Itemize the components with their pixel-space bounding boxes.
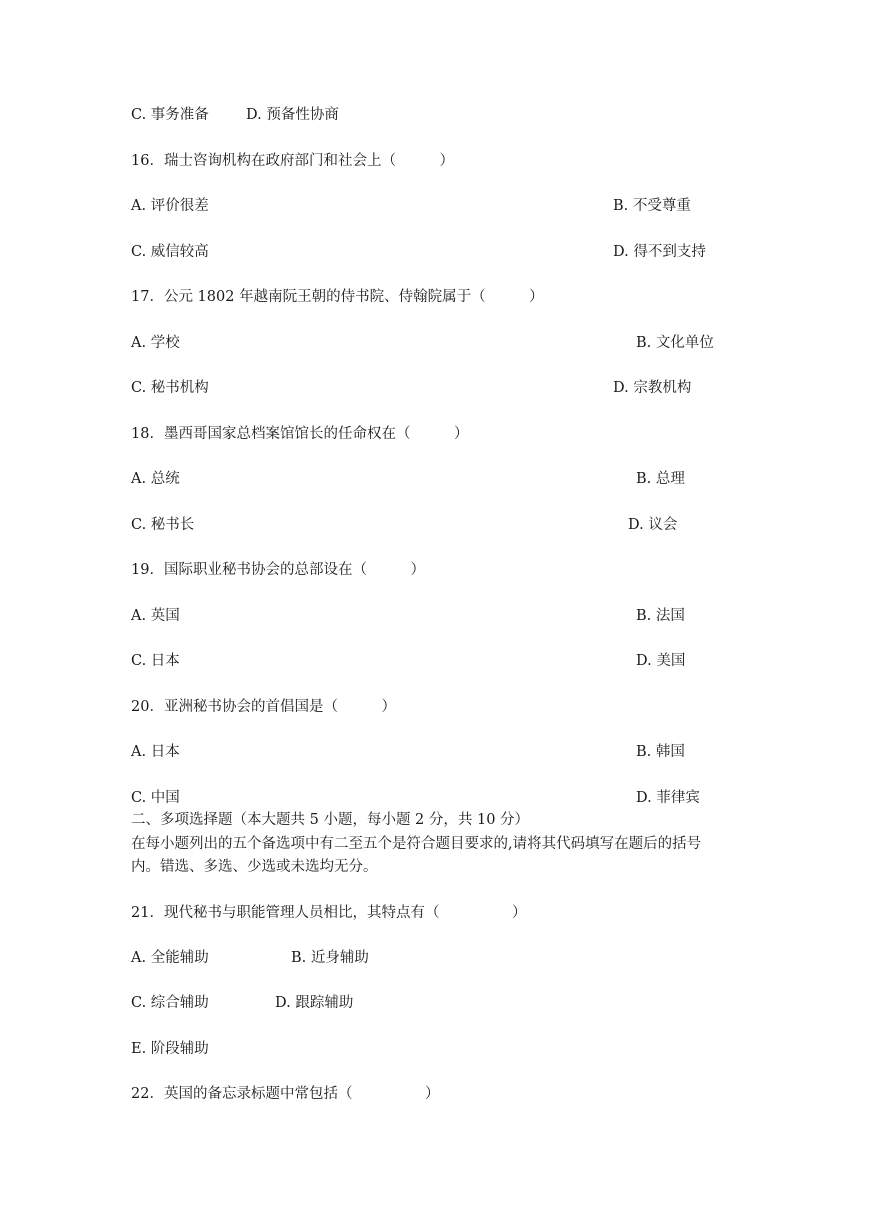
- text-line: C. 综合辅助: [131, 995, 209, 1011]
- text-line: 19．国际职业秘书协会的总部设在（ ）: [131, 562, 425, 578]
- text-line: 18．墨西哥国家总档案馆馆长的任命权在（ ）: [131, 426, 469, 442]
- text-line: D. 美国: [636, 653, 686, 669]
- text-line: 内。错选、多选、少选或未选均无分。: [131, 859, 378, 875]
- text-line: C. 事务准备: [131, 107, 209, 123]
- text-line: C. 中国: [131, 790, 180, 806]
- text-line: D. 跟踪辅助: [275, 995, 354, 1011]
- text-line: D. 菲律宾: [636, 790, 700, 806]
- text-line: 20．亚洲秘书协会的首倡国是（ ）: [131, 699, 396, 715]
- text-line: B. 文化单位: [636, 335, 714, 351]
- text-line: B. 近身辅助: [291, 950, 369, 966]
- text-line: 21．现代秘书与职能管理人员相比，其特点有（ ）: [131, 905, 527, 921]
- text-line: A. 总统: [131, 471, 180, 487]
- text-line: C. 日本: [131, 653, 180, 669]
- text-line: A. 全能辅助: [131, 950, 209, 966]
- text-line: D. 宗教机构: [613, 380, 692, 396]
- text-line: C. 威信较高: [131, 244, 209, 260]
- text-line: A. 学校: [131, 335, 180, 351]
- text-line: B. 总理: [636, 471, 685, 487]
- text-line: B. 韩国: [636, 744, 685, 760]
- text-line: C. 秘书机构: [131, 380, 209, 396]
- text-line: A. 评价很差: [131, 198, 209, 214]
- text-line: 22．英国的备忘录标题中常包括（ ）: [131, 1086, 440, 1102]
- text-line: 二、多项选择题（本大题共 5 小题，每小题 2 分，共 10 分）: [131, 812, 530, 828]
- text-line: B. 法国: [636, 608, 685, 624]
- text-line: A. 日本: [131, 744, 180, 760]
- text-line: D. 议会: [628, 517, 678, 533]
- text-line: D. 预备性协商: [246, 107, 339, 123]
- text-line: D. 得不到支持: [613, 244, 706, 260]
- text-line: A. 英国: [131, 608, 180, 624]
- text-line: 在每小题列出的五个备选项中有二至五个是符合题目要求的,请将其代码填写在题后的括号: [131, 836, 702, 852]
- text-line: 16．瑞士咨询机构在政府部门和社会上（ ）: [131, 153, 454, 169]
- text-line: E. 阶段辅助: [131, 1041, 209, 1057]
- text-line: B. 不受尊重: [613, 198, 691, 214]
- text-line: 17．公元 1802 年越南阮王朝的侍书院、侍翰院属于（ ）: [131, 289, 544, 305]
- text-line: C. 秘书长: [131, 517, 195, 533]
